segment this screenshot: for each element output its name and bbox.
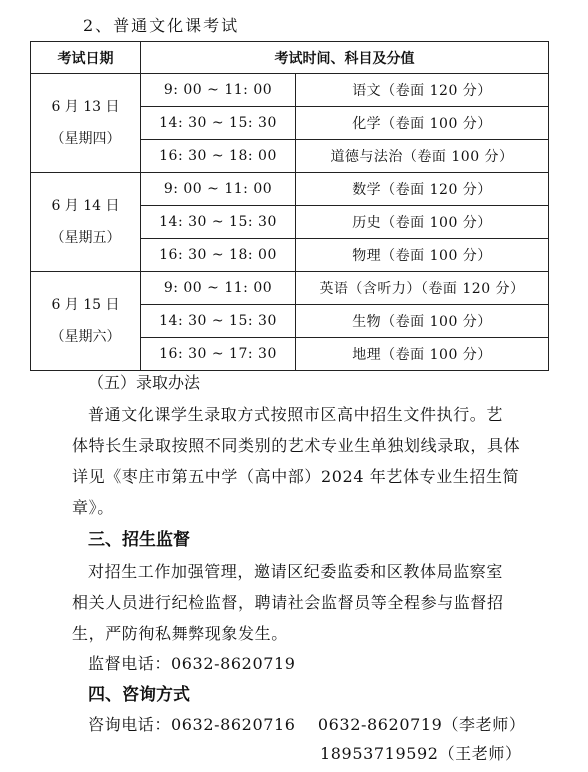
supervision-line-1: 对招生工作加强管理，邀请区纪委监委和区教体局监察室	[88, 562, 504, 581]
date-text: 6 月 15 日	[51, 297, 120, 313]
supervision-line-3: 生，严防徇私舞弊现象发生。	[72, 624, 288, 643]
subject-cell: 生物（卷面 100 分）	[296, 305, 549, 338]
table-row	[31, 173, 549, 206]
header-time-subject: 考试时间、科目及分值	[141, 42, 549, 74]
consult-phone-2: 18953719592（王老师）	[320, 744, 522, 763]
time-cell: 14: 30 ~ 15: 30	[141, 107, 296, 140]
weekday-text: （星期六）	[50, 329, 121, 345]
time-cell: 9: 00 ~ 11: 00	[141, 173, 296, 206]
admission-heading: （五）录取办法	[88, 373, 201, 392]
weekday-text: （星期五）	[50, 230, 121, 246]
date-text: 6 月 14 日	[51, 198, 120, 214]
admission-line-3: 详见《枣庄市第五中学（高中部）2024 年艺体专业生招生简	[72, 467, 520, 486]
supervision-heading: 三、招生监督	[88, 530, 190, 550]
subject-cell: 地理（卷面 100 分）	[296, 338, 549, 371]
date-cell	[31, 272, 141, 371]
subject-cell: 历史（卷面 100 分）	[296, 206, 549, 239]
date-text: 6 月 13 日	[51, 99, 120, 115]
header-exam-date: 考试日期	[31, 42, 141, 74]
time-cell: 9: 00 ~ 11: 00	[141, 272, 296, 305]
table-header-row	[31, 42, 549, 74]
time-cell: 16: 30 ~ 17: 30	[141, 338, 296, 371]
subject-cell: 物理（卷面 100 分）	[296, 239, 549, 272]
date-cell	[31, 173, 141, 272]
time-cell: 9: 00 ~ 11: 00	[141, 74, 296, 107]
subject-cell: 英语（含听力）（卷面 120 分）	[296, 272, 549, 305]
weekday-text: （星期四）	[50, 131, 121, 147]
time-cell: 16: 30 ~ 18: 00	[141, 239, 296, 272]
supervision-phone: 监督电话：0632-8620719	[88, 654, 296, 673]
date-cell	[31, 74, 141, 173]
section-title: 2、普通文化课考试	[83, 16, 240, 35]
time-cell: 14: 30 ~ 15: 30	[141, 305, 296, 338]
subject-cell: 化学（卷面 100 分）	[296, 107, 549, 140]
supervision-line-2: 相关人员进行纪检监督，聘请社会监督员等全程参与监督招	[72, 593, 504, 612]
admission-line-1: 普通文化课学生录取方式按照市区高中招生文件执行。艺	[88, 405, 504, 424]
table-row	[31, 272, 549, 305]
time-cell: 14: 30 ~ 15: 30	[141, 206, 296, 239]
subject-cell: 道德与法治（卷面 100 分）	[296, 140, 549, 173]
admission-line-2: 体特长生录取按照不同类别的艺术专业生单独划线录取，具体	[72, 436, 521, 455]
table-row	[31, 74, 549, 107]
exam-schedule-table	[30, 41, 549, 371]
consult-heading: 四、咨询方式	[88, 685, 190, 705]
consult-phone: 咨询电话：0632-8620716 0632-8620719（李老师）	[88, 715, 526, 734]
admission-line-4: 章》。	[72, 498, 114, 517]
subject-cell: 数学（卷面 120 分）	[296, 173, 549, 206]
subject-cell: 语文（卷面 120 分）	[296, 74, 549, 107]
time-cell: 16: 30 ~ 18: 00	[141, 140, 296, 173]
